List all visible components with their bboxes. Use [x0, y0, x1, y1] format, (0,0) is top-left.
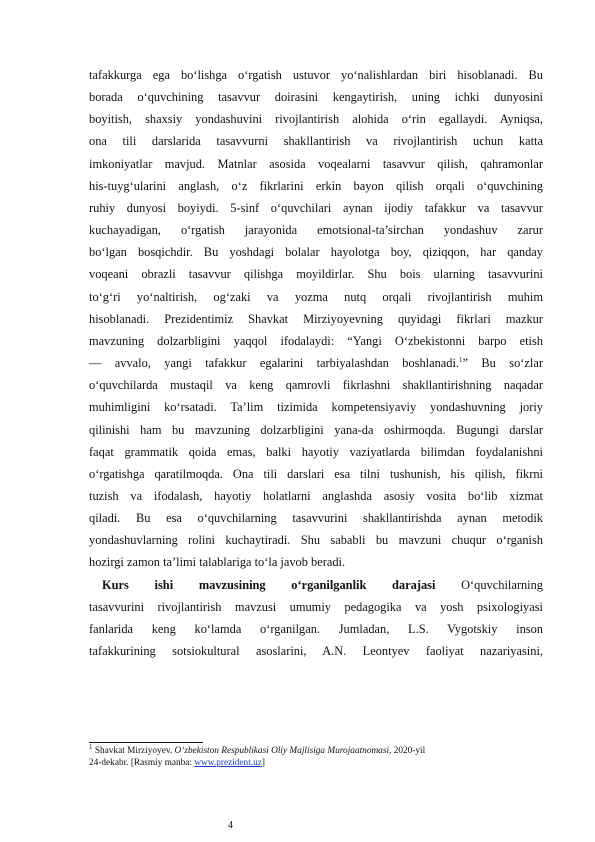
text-line: hozirgi zamon ta’limi talablariga to‘la javob beradi. — [89, 555, 346, 570]
quote-text: — avvalo, yangi tafakkur egalarini tarbiyalashdan boshlanadi. — [89, 356, 460, 371]
text-line: qiladi. Bu esa o‘quvchilarning tasavvurini shakllantirishda aynan metodik — [89, 511, 543, 526]
text-line: qilinishi ham bu mavzuning dolzarbligini yana-da oshirmoqda. Bugungi darslar — [89, 422, 543, 437]
text-line: tafakkurga ega bo‘lishga o‘rgatish ustuvor yo‘nalishlardan biri hisoblanadi. Bu — [89, 68, 543, 82]
text-line: bo‘lgan bosqichdir. Bu yoshdagi bolalar hayolotga boy, qiziqqon, har qanday — [89, 245, 543, 260]
text-line: o‘quvchilarda mustaqil va keng qamrovli fikrlashni shakllantirishning naqadar — [89, 378, 543, 393]
text-line-with-footnote — [89, 352, 543, 374]
text-line: boyitish, shaxsiy yondashuvini rivojlantirish alohida o‘rin egallaydi. Ayniqsa, — [89, 112, 543, 127]
text-line: mavzuning dolzarbligini yaqqol ifodalaydi: “Yangi O‘zbekistonni barpo etish — [89, 333, 543, 348]
text-line: fanlarida keng ko‘lamda o‘rganilgan. Jumladan, L.S. Vygotskiy inson — [89, 621, 543, 636]
text-line: yondashuvlarning rolini kuchaytiradi. Shu sababli bu mavzuni chuqur o‘rganish — [89, 533, 543, 548]
text-line: tasavvurini rivojlantirish mavzusi umumiy pedagogika va yosh psixologiyasi — [89, 599, 543, 614]
text-line: ruhiy dunyosi boyiydi. 5-sinf o‘quvchilari aynan ijodiy tafakkur va tasavvur — [89, 200, 543, 215]
text-line: borada o‘quvchining tasavvur doirasini kengaytirish, uning ichki dunyosini — [89, 90, 543, 105]
footnote-date: , 2020-yil — [389, 746, 426, 756]
text-line: muhimligini ko‘rsatadi. Ta’lim tizimida kompetensiyaviy yondashuvning joriy — [89, 400, 543, 415]
quote-text-end: ” Bu so‘zlar — [462, 356, 543, 371]
section-heading: Kurs ishi mavzusining o‘rganilganlik darajasi — [102, 577, 436, 592]
footnote-link[interactable]: www.prezident.uz — [194, 758, 262, 768]
text-line: kuchayadigan, o‘rgatish jarayonida emotsional-ta’sirchan yondashuv zarur — [89, 223, 543, 238]
text-line: faqat grammatik qoida emas, balki hayotiy vaziyatlarda bilimdan foydalanishni — [89, 444, 543, 459]
section-heading-line — [89, 574, 543, 596]
footnote-source: 24-dekabr. [Rasmiy manba: — [89, 758, 195, 768]
heading-rest: O‘quvchilarning — [435, 577, 543, 592]
text-line: voqeani obrazli tasavvur qilishga moyildirlar. Shu bois ularning tasavvurini — [89, 267, 543, 282]
text-line: tafakkurining sotsiokultural asoslarini, A.N. Leontyev faoliyat nazariyasini, — [89, 644, 543, 659]
footnote-ref[interactable]: 1 — [459, 355, 463, 364]
footnote-divider — [89, 742, 203, 743]
footnote-number: 1 — [89, 742, 93, 751]
text-line: to‘g‘ri yo‘naltirish, og‘zaki va yozma nutq orqali rivojlantirish muhim — [89, 289, 543, 304]
text-line: imkoniyatlar mavjud. Matnlar asosida voqealarni tasavvur qilish, qahramonlar — [89, 156, 543, 171]
footnote — [89, 742, 543, 769]
footnote-author: Shavkat Mirziyoyev. — [94, 746, 173, 756]
text-line: tuzish va ifodalash, hayotiy holatlarni anglashda asosiy vosita bo‘lib xizmat — [89, 488, 543, 503]
page-number: 4 — [228, 820, 233, 831]
footnote-close: ] — [261, 758, 266, 768]
body-text — [89, 64, 543, 662]
text-line: ona tili darslarida tasavvurni shakllantirish va rivojlantirish uchun katta — [89, 134, 543, 149]
text-line: hisoblanadi. Prezidentimiz Shavkat Mirziyoyevning quyidagi fikrlari mazkur — [89, 311, 543, 326]
footnote-title: O‘zbekiston Respublikasi Oliy Majlisiga Murojaatnomasi — [174, 746, 390, 756]
text-line: o‘rgatishga qaratilmoqda. Ona tili darslari esa tilni tushunish, his qilish, fikrni — [89, 466, 543, 481]
text-line: his-tuyg‘ularini anglash, o‘z fikrlarini erkin bayon qilish orqali o‘quvchining — [89, 178, 543, 193]
